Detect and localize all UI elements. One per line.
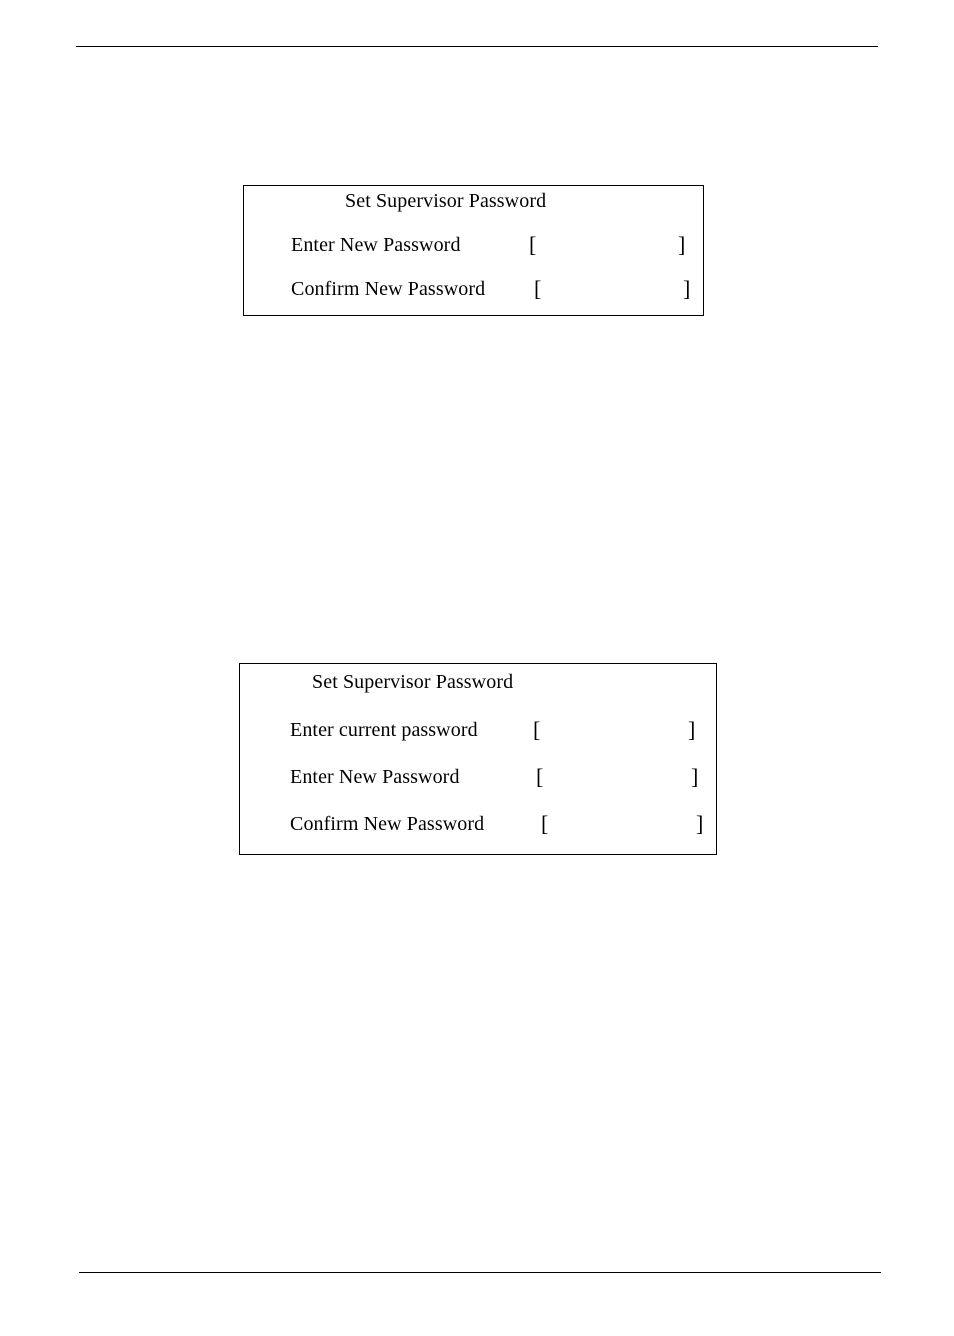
- field-close-bracket: ]: [688, 717, 696, 742]
- set-supervisor-password-dialog: [239, 663, 717, 855]
- field-close-bracket: ]: [696, 811, 704, 836]
- field-open-bracket: [: [533, 717, 541, 742]
- field-close-bracket: ]: [691, 764, 699, 789]
- field-open-bracket: [: [536, 764, 544, 789]
- field-label: Enter New Password: [291, 234, 461, 256]
- field-open-bracket: [: [534, 276, 542, 301]
- field-open-bracket: [: [541, 811, 549, 836]
- field-close-bracket: ]: [678, 232, 686, 257]
- field-open-bracket: [: [529, 232, 537, 257]
- field-label: Enter current password: [290, 719, 478, 741]
- dialog-title: Set Supervisor Password: [345, 190, 547, 212]
- field-label: Confirm New Password: [291, 278, 486, 300]
- field-label: Enter New Password: [290, 766, 460, 788]
- footer-rule: [79, 1272, 881, 1273]
- field-close-bracket: ]: [683, 276, 691, 301]
- header-rule: [76, 46, 878, 47]
- field-label: Confirm New Password: [290, 813, 485, 835]
- set-supervisor-password-dialog: [243, 185, 704, 316]
- dialog-title: Set Supervisor Password: [312, 671, 514, 693]
